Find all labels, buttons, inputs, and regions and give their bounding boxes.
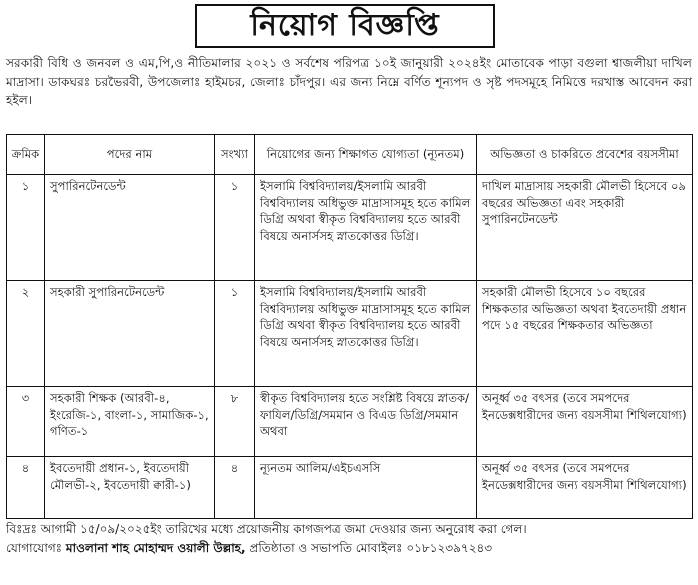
row-count: ৮: [215, 387, 255, 457]
row-qualification: ইসলামি বিশ্ববিদ্যালয়/ইসলামি আরবী বিশ্ববিদ্যালয় অধিভুক্ত মাদ্রাসাসমূহ হতে কামিল ডিগ্রি অথবা স্বীকৃত বিশ্ববিদ্যালয় হতে আরবী বিষয়ে অনার্সসহ স্নাতকোত্তর ডিগ্রি।: [255, 281, 477, 387]
notice-title: নিয়োগ বিজ্ঞপ্তি: [195, 4, 495, 48]
row-experience: অনূর্ধ্ব ৩৫ বৎসর (তবে সমপদের ইনডেক্সধারীদের জন্য বয়সসীমা শিথিলযোগ্য): [477, 387, 693, 457]
header-serial: ক্রমিক: [7, 135, 45, 175]
row-post: সুপারিনটেনডেন্ট: [45, 175, 215, 281]
header-qualification: নিয়োগের জন্য শিক্ষাগত যোগ্যতা (ন্যূনতম): [255, 135, 477, 175]
row-serial: ৪: [7, 457, 45, 519]
intro-paragraph: সরকারী বিধি ও জনবল ও এম,পি,ও নীতিমালার ২০২১ ও সর্বশেষ পরিপত্র ১০ই জানুয়ারী ২০২৪ইং মোতাবেক পাড়া বগুলা শ্বাজলীয়া দাখিল মাদ্রাসা। ডাকঘরঃ চরভৈরবী, উপজেলাঃ হাইমচর, জেলাঃ চাঁদপুর। এর জন্য নিম্নে বর্ণিত শূন্যপদ ও সৃষ্ট পদসমূহে নিমিত্তে দরখাস্ত আবেদন করা হইল।: [6, 56, 692, 107]
vacancy-table: [6, 134, 693, 519]
table-row: [7, 387, 693, 457]
row-experience: অনূর্ধ্ব ৩৫ বৎসর (তবে সমপদের ইনডেক্সধারীদের জন্য বয়সসীমা শিথিলযোগ্য): [477, 457, 693, 519]
row-post: ইবতেদায়ী প্রধান-১, ইবতেদায়ী মৌলভী-২, ইবতেদায়ী ক্বারী-১): [45, 457, 215, 519]
row-qualification: ন্যূনতম আলিম/এইচএসসি: [255, 457, 477, 519]
contact-label: যোগাযোগঃ: [6, 541, 63, 555]
row-qualification: ইসলামি বিশ্ববিদ্যালয়/ইসলামি আরবী বিশ্ববিদ্যালয় অধিভুক্ত মাদ্রাসাসমূহ হতে কামিল ডিগ্রি অথবা স্বীকৃত বিশ্ববিদ্যালয় হতে আরবী বিষয়ে অনার্সসহ স্নাতকোত্তর ডিগ্রি।: [255, 175, 477, 281]
footer-note: বিঃদ্রঃ আগামী ১৫/০৯/২০২৫ইং তারিখের মধ্যে প্রয়োজনীয় কাগজপত্র জমা দেওয়ার জন্য অনুরোধ করা গেল।: [6, 522, 527, 536]
row-count: ১: [215, 175, 255, 281]
table-row: [7, 281, 693, 387]
row-qualification: স্বীকৃত বিশ্ববিদ্যালয় হতে সংশ্লিষ্ট বিষয়ে স্নাতক/ ফাযিল/ডিগ্রি/সমমান ও বিএড ডিগ্রি/সমমান অথবা: [255, 387, 477, 457]
table-header-row: [7, 135, 693, 175]
footer-contact: [6, 539, 692, 558]
row-count: ৪: [215, 457, 255, 519]
row-serial: ৩: [7, 387, 45, 457]
header-count: সংখ্যা: [215, 135, 255, 175]
row-serial: ২: [7, 281, 45, 387]
row-post: সহকারী শিক্ষক (আরবী-৪, ইংরেজি-১, বাংলা-১, সামাজিক-১, গণিত-১: [45, 387, 215, 457]
contact-name: মাওলানা শাহ মোহাম্মদ ওয়ালী উল্লাহ,: [65, 541, 246, 555]
contact-details: প্রতিষ্ঠাতা ও সভাপতি মোবাইলঃ ০১৮১২৩৯৭২৪৩: [249, 541, 493, 555]
footer: [6, 520, 692, 558]
header-experience: অভিজ্ঞতা ও চাকরিতে প্রবেশের বয়সসীমা: [477, 135, 693, 175]
row-experience: সহকারী মৌলভী হিসেবে ১০ বছরের শিক্ষকতার অভিজ্ঞতা অথবা ইবতেদায়ী প্রধান পদে ১৫ বছরের শিক্ষকতার অভিজ্ঞতা: [477, 281, 693, 387]
table-row: [7, 175, 693, 281]
header-post: পদের নাম: [45, 135, 215, 175]
row-experience: দাখিল মাদ্রাসায় সহকারী মৌলভী হিসেবে ০৯ বছরের অভিজ্ঞতা এবং সহকারী সুপারিনটেনডেন্ট: [477, 175, 693, 281]
row-count: ১: [215, 281, 255, 387]
row-serial: ১: [7, 175, 45, 281]
row-post: সহকারী সুপারিনটেনডেন্ট: [45, 281, 215, 387]
table-row: [7, 457, 693, 519]
